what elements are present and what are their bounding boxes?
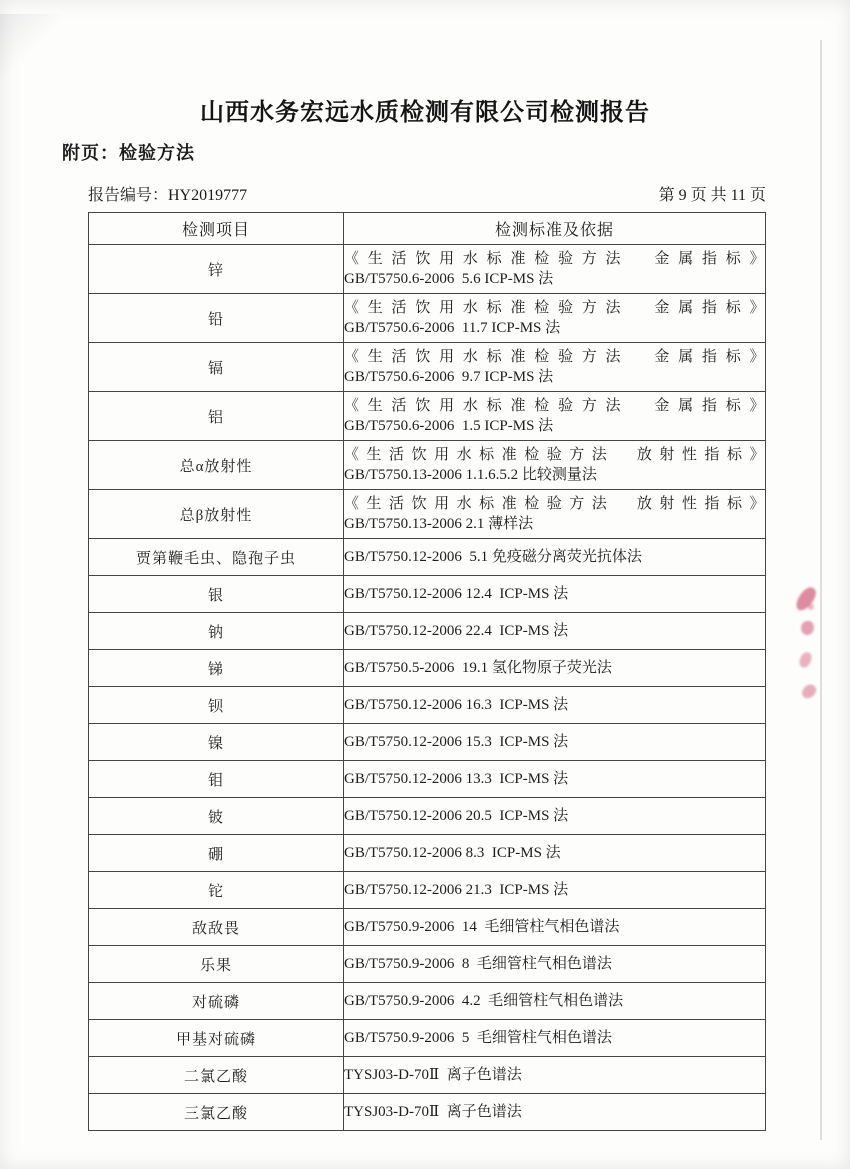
red-stamp-artifact xyxy=(798,651,813,670)
method-line: GB/T5750.6-2006 5.6 ICP-MS 法 xyxy=(344,271,554,287)
item-cell: 钼 xyxy=(89,761,344,798)
item-cell: 总α放射性 xyxy=(89,441,344,490)
method-cell xyxy=(344,872,766,909)
method-cell xyxy=(344,687,766,724)
method-line: GB/T5750.12-2006 16.3 ICP-MS 法 xyxy=(344,697,569,713)
item-cell: 铝 xyxy=(89,392,344,441)
red-stamp-artifact xyxy=(800,620,816,636)
item-cell: 银 xyxy=(89,576,344,613)
method-cell xyxy=(344,245,766,294)
method-cell xyxy=(344,576,766,613)
method-line: 《生活饮用水标准检验方法 金属指标》 xyxy=(344,300,765,316)
table-row xyxy=(89,687,766,724)
method-cell xyxy=(344,392,766,441)
method-cell xyxy=(344,441,766,490)
method-cell xyxy=(344,539,766,576)
table-row xyxy=(89,441,766,490)
page-title: 山西水务宏远水质检测有限公司检测报告 xyxy=(200,99,650,126)
method-line: GB/T5750.12-2006 22.4 ICP-MS 法 xyxy=(344,623,569,639)
table-row xyxy=(89,909,766,946)
table-header-row xyxy=(89,213,766,245)
red-stamp-artifact xyxy=(793,584,819,613)
method-line: GB/T5750.12-2006 8.3 ICP-MS 法 xyxy=(344,845,561,861)
item-cell: 钡 xyxy=(89,687,344,724)
table-row xyxy=(89,983,766,1020)
red-stamp-artifact xyxy=(808,604,814,610)
item-cell: 铍 xyxy=(89,798,344,835)
method-line: TYSJ03-D-70Ⅱ 离子色谱法 xyxy=(344,1067,522,1083)
table-row xyxy=(89,613,766,650)
method-line: GB/T5750.9-2006 8 毛细管柱气相色谱法 xyxy=(344,956,612,972)
method-line: GB/T5750.13-2006 1.1.6.5.2 比较测量法 xyxy=(344,467,597,483)
method-line: 《生活饮用水标准检验方法 放射性指标》 xyxy=(344,496,765,512)
method-line: 《生活饮用水标准检验方法 金属指标》 xyxy=(344,398,765,414)
method-line: 《生活饮用水标准检验方法 金属指标》 xyxy=(344,349,765,365)
table-row xyxy=(89,294,766,343)
methods-table xyxy=(88,212,766,1131)
method-line: TYSJ03-D-70Ⅱ 离子色谱法 xyxy=(344,1104,522,1120)
table-row xyxy=(89,946,766,983)
method-line: GB/T5750.12-2006 21.3 ICP-MS 法 xyxy=(344,882,569,898)
method-line: GB/T5750.9-2006 5 毛细管柱气相色谱法 xyxy=(344,1030,612,1046)
method-cell xyxy=(344,1094,766,1131)
table-row xyxy=(89,761,766,798)
scan-fold-artifact xyxy=(0,14,62,74)
table-row xyxy=(89,245,766,294)
item-cell: 总β放射性 xyxy=(89,490,344,539)
method-cell xyxy=(344,1057,766,1094)
table-row xyxy=(89,490,766,539)
item-cell: 三氯乙酸 xyxy=(89,1094,344,1131)
method-cell xyxy=(344,983,766,1020)
method-cell xyxy=(344,294,766,343)
method-cell xyxy=(344,1020,766,1057)
item-cell: 二氯乙酸 xyxy=(89,1057,344,1094)
item-cell: 镍 xyxy=(89,724,344,761)
method-cell xyxy=(344,650,766,687)
method-line: GB/T5750.12-2006 20.5 ICP-MS 法 xyxy=(344,808,569,824)
method-cell xyxy=(344,835,766,872)
table-row xyxy=(89,343,766,392)
method-line: GB/T5750.5-2006 19.1 氢化物原子荧光法 xyxy=(344,660,612,676)
table-row xyxy=(89,1020,766,1057)
table-row xyxy=(89,835,766,872)
method-cell xyxy=(344,490,766,539)
report-number: 报告编号：HY2019777 xyxy=(88,187,248,204)
table-row xyxy=(89,1094,766,1131)
red-stamp-artifact xyxy=(800,682,819,701)
item-cell: 乐果 xyxy=(89,946,344,983)
table-row xyxy=(89,539,766,576)
method-line: GB/T5750.13-2006 2.1 薄样法 xyxy=(344,516,534,532)
table-row xyxy=(89,872,766,909)
table-row xyxy=(89,392,766,441)
method-line: 《生活饮用水标准检验方法 放射性指标》 xyxy=(344,447,765,463)
table-row xyxy=(89,576,766,613)
item-cell: 铊 xyxy=(89,872,344,909)
method-cell xyxy=(344,798,766,835)
item-cell: 对硫磷 xyxy=(89,983,344,1020)
page-indicator: 第 9 页 共 11 页 xyxy=(658,187,766,204)
method-cell xyxy=(344,343,766,392)
method-line: GB/T5750.12-2006 13.3 ICP-MS 法 xyxy=(344,771,569,787)
method-line: GB/T5750.6-2006 1.5 ICP-MS 法 xyxy=(344,418,554,434)
method-line: GB/T5750.12-2006 15.3 ICP-MS 法 xyxy=(344,734,569,750)
appendix-label: 附页：检验方法 xyxy=(62,143,195,163)
item-cell: 锑 xyxy=(89,650,344,687)
meta-row xyxy=(88,182,766,205)
scan-edge-line xyxy=(820,40,822,1140)
item-cell: 甲基对硫磷 xyxy=(89,1020,344,1057)
method-line: GB/T5750.9-2006 4.2 毛细管柱气相色谱法 xyxy=(344,993,624,1009)
table-row xyxy=(89,650,766,687)
method-cell xyxy=(344,909,766,946)
method-line: GB/T5750.9-2006 14 毛细管柱气相色谱法 xyxy=(344,919,620,935)
method-line: GB/T5750.12-2006 5.1 免疫磁分离荧光抗体法 xyxy=(344,549,642,565)
item-cell: 硼 xyxy=(89,835,344,872)
method-line: GB/T5750.6-2006 11.7 ICP-MS 法 xyxy=(344,320,561,336)
method-cell xyxy=(344,761,766,798)
item-cell: 贾第鞭毛虫、隐孢子虫 xyxy=(89,539,344,576)
method-line: GB/T5750.12-2006 12.4 ICP-MS 法 xyxy=(344,586,569,602)
method-cell xyxy=(344,613,766,650)
method-line: 《生活饮用水标准检验方法 金属指标》 xyxy=(344,251,765,267)
method-cell xyxy=(344,946,766,983)
item-cell: 锌 xyxy=(89,245,344,294)
item-cell: 钠 xyxy=(89,613,344,650)
item-cell: 敌敌畏 xyxy=(89,909,344,946)
method-line: GB/T5750.6-2006 9.7 ICP-MS 法 xyxy=(344,369,554,385)
item-cell: 镉 xyxy=(89,343,344,392)
table-row xyxy=(89,724,766,761)
item-cell: 铅 xyxy=(89,294,344,343)
table-row xyxy=(89,1057,766,1094)
table-row xyxy=(89,798,766,835)
col-header-item: 检测项目 xyxy=(89,213,344,245)
col-header-standard: 检测标准及依据 xyxy=(344,213,766,245)
method-cell xyxy=(344,724,766,761)
